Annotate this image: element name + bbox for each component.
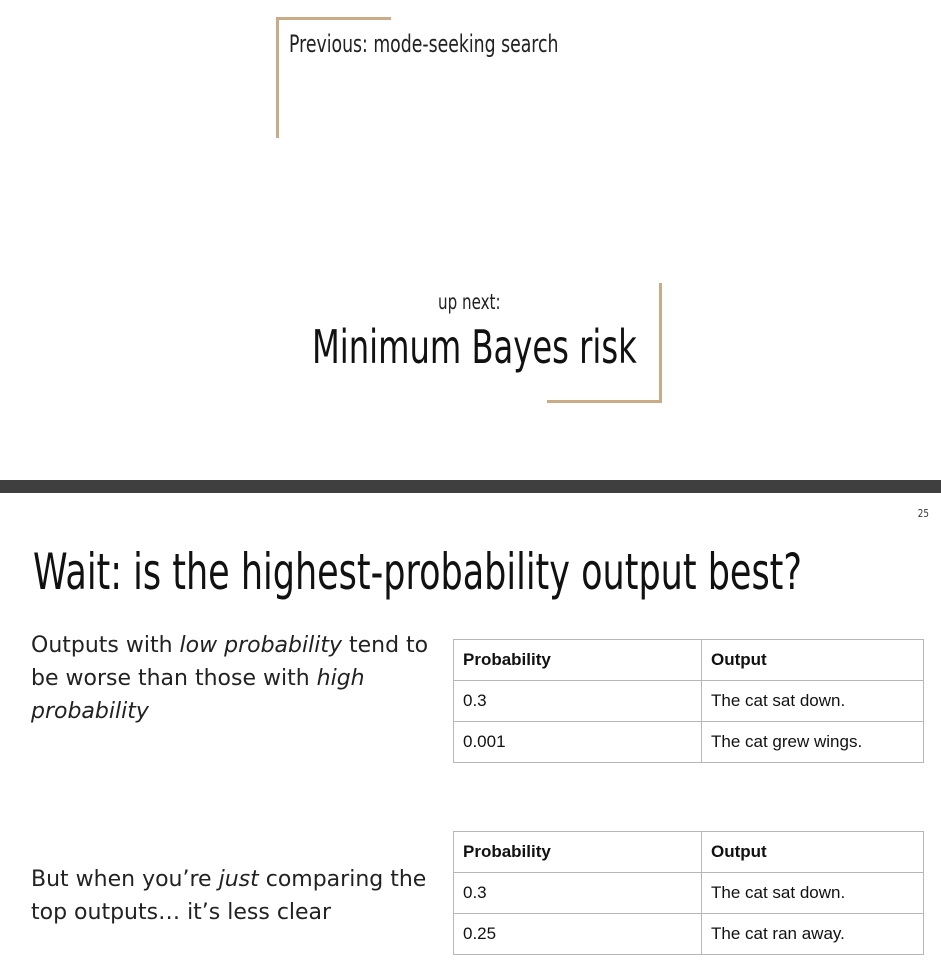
para-1-emphasis-low-probability: low probability (179, 633, 342, 658)
para-1-text-2: tend to be worse than those with (31, 633, 429, 691)
slide-heading: Wait: is the highest-probability output best? (33, 543, 802, 601)
para-2-text-1: But when you’re (31, 867, 219, 892)
table-cell-probability: 0.001 (454, 722, 702, 763)
probability-table-1 (453, 639, 924, 763)
table-cell-output: The cat grew wings. (702, 722, 924, 763)
table-header-probability: Probability (454, 832, 702, 873)
next-topic-title: Minimum Bayes risk (312, 320, 637, 374)
previous-topic-title: Previous: mode-seeking search (289, 30, 559, 58)
para-2-emphasis-just: just (218, 867, 259, 892)
table-row (454, 722, 924, 763)
table-header-probability: Probability (454, 640, 702, 681)
paragraph-top-outputs (31, 863, 441, 929)
probability-table-2 (453, 831, 924, 955)
table-header-output: Output (702, 640, 924, 681)
table-cell-output: The cat sat down. (702, 873, 924, 914)
up-next-label: up next: (438, 290, 501, 314)
slide-previous-next (0, 0, 941, 480)
table-header-row (454, 832, 924, 873)
slide-separator (0, 480, 941, 493)
table-row (454, 681, 924, 722)
table-cell-output: The cat ran away. (702, 914, 924, 955)
para-1-emphasis-high-probability: high probability (31, 666, 365, 724)
table-cell-probability: 0.3 (454, 681, 702, 722)
slide-highest-probability (0, 493, 941, 962)
table-header-row (454, 640, 924, 681)
table-cell-probability: 0.25 (454, 914, 702, 955)
para-1-text-1: Outputs with (31, 633, 180, 658)
table-cell-output: The cat sat down. (702, 681, 924, 722)
gold-bracket-bottom-right (547, 283, 662, 403)
paragraph-low-probability (31, 629, 441, 728)
table-row (454, 873, 924, 914)
table-header-output: Output (702, 832, 924, 873)
table-row (454, 914, 924, 955)
para-2-text-2: comparing the top outputs… it’s less clear (31, 867, 427, 925)
table-cell-probability: 0.3 (454, 873, 702, 914)
page-number: 25 (917, 507, 929, 520)
